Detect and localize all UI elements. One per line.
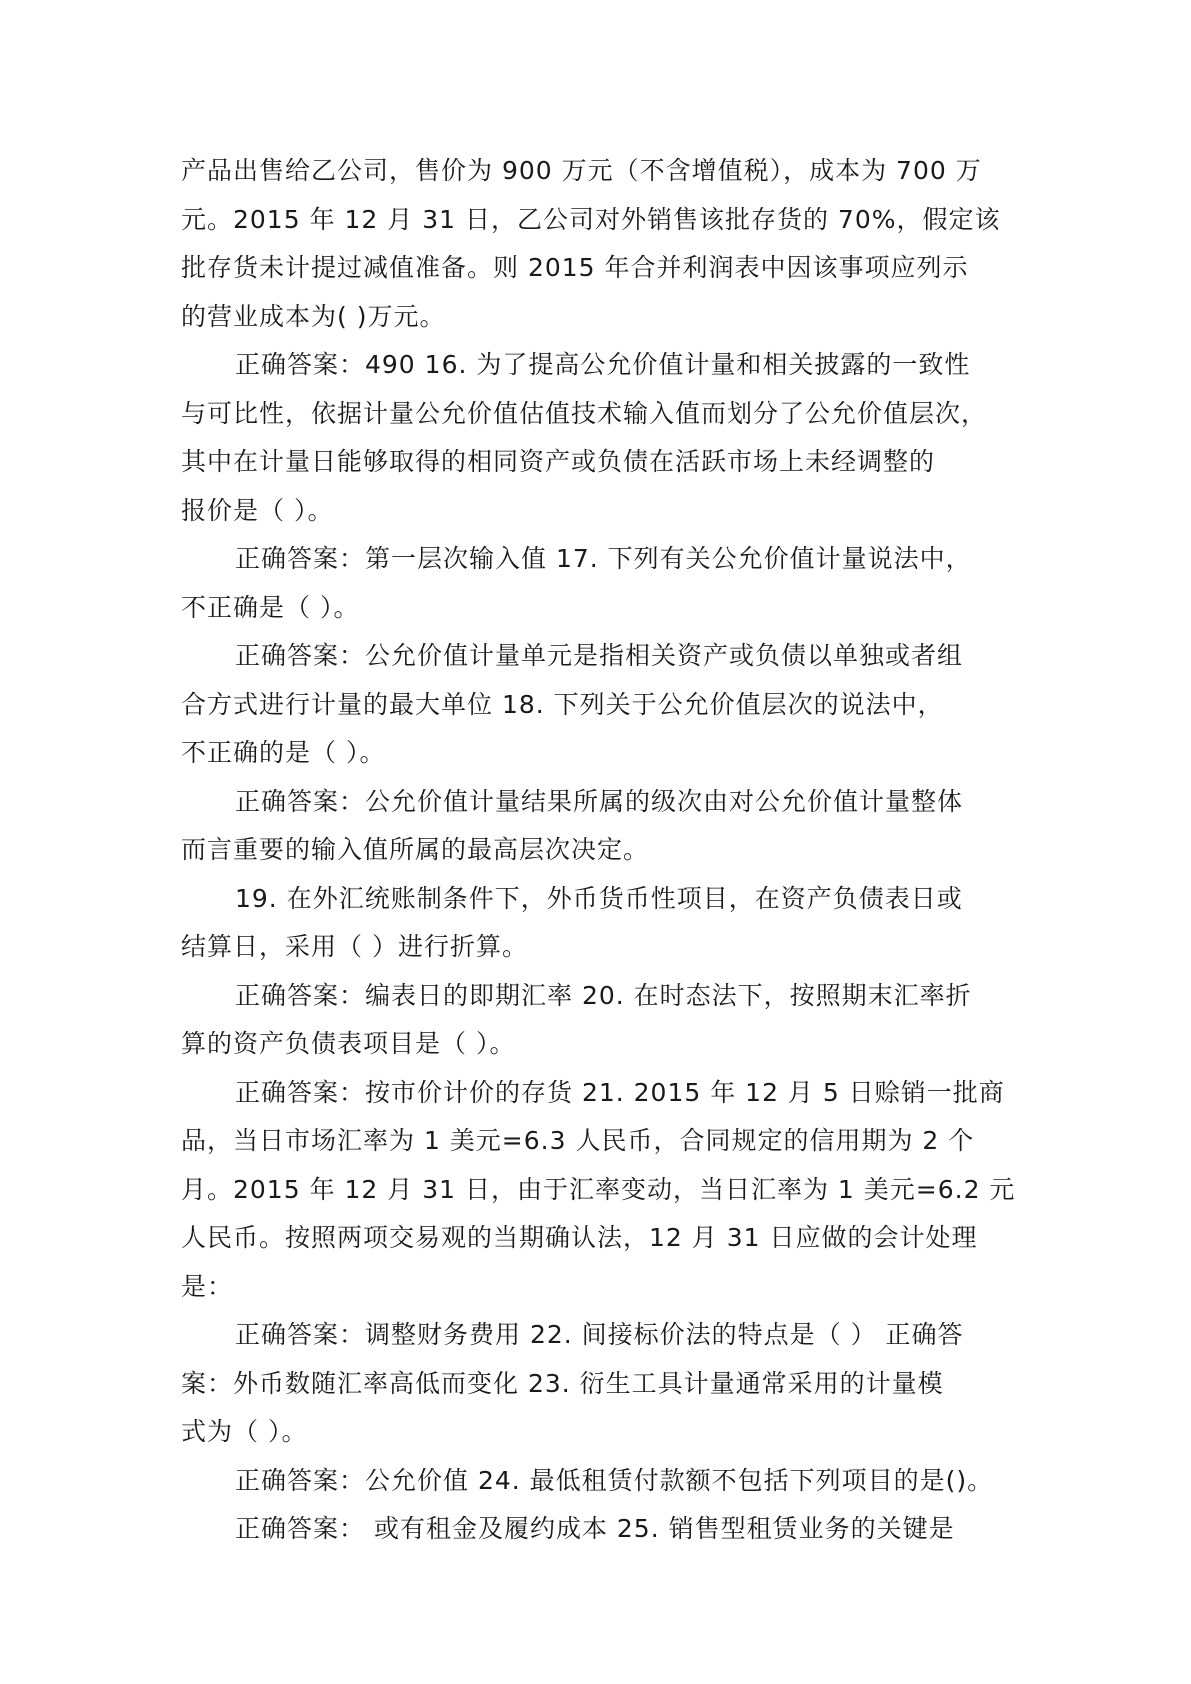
paragraph-answer-19-question-20 (181, 972, 1011, 1069)
text-line: 案：外币数随汇率高低而变化 23. 衍生工具计量通常采用的计量模 (181, 1368, 944, 1398)
text-line: 合方式进行计量的最大单位 18. 下列关于公允价值层次的说法中， (181, 689, 944, 719)
text-line: 正确答案：调整财务费用 22. 间接标价法的特点是（ ） 正确答 (235, 1320, 964, 1349)
text-line: 正确答案：公允价值计量单元是指相关资产或负债以单独或者组 (235, 641, 964, 670)
text-line: 正确答案：公允价值 24. 最低租赁付款额不包括下列项目的是()。 (235, 1465, 994, 1495)
text-line: 批存货未计提过减值准备。则 2015 年合并利润表中因该事项应列示 (181, 253, 969, 282)
text-line: 不正确的是（ ）。 (181, 738, 386, 767)
paragraph-question-19 (181, 875, 1011, 972)
text-line: 报价是（ ）。 (181, 495, 334, 525)
text-line: 的营业成本为( )万元。 (181, 301, 446, 331)
paragraph-answer-21-questions-22-23 (181, 1311, 1011, 1457)
text-line: 不正确是（ ）。 (181, 592, 360, 622)
paragraph-answer-18 (181, 778, 1011, 875)
text-line: 与可比性，依据计量公允价值估值技术输入值而划分了公允价值层次， (181, 398, 988, 428)
text-line: 正确答案：按市价计价的存货 21. 2015 年 12 月 5 日赊销一批商 (235, 1077, 1005, 1107)
text-line: 正确答案：490 16. 为了提高公允价值计量和相关披露的一致性 (235, 350, 971, 379)
paragraph-answer-20-question-21 (181, 1069, 1016, 1312)
text-line: 结算日，采用（ ）进行折算。 (181, 932, 528, 961)
paragraph-answer-15-question-16 (181, 341, 1011, 535)
text-line: 元。2015 年 12 月 31 日，乙公司对外销售该批存货的 70%，假定该 (181, 204, 1001, 234)
text-line: 品，当日市场汇率为 1 美元=6.3 人民币，合同规定的信用期为 2 个 (181, 1126, 975, 1155)
text-line: 正确答案：编表日的即期汇率 20. 在时态法下，按照期末汇率折 (235, 980, 972, 1010)
text-line: 正确答案：公允价值计量结果所属的级次由对公允价值计量整体 (235, 786, 964, 816)
text-line: 人民币。按照两项交易观的当期确认法，12 月 31 日应做的会计处理 (181, 1223, 978, 1252)
paragraph-answer-23-question-24 (181, 1457, 1011, 1506)
text-line: 19. 在外汇统账制条件下，外币货币性项目，在资产负债表日或 (235, 883, 963, 913)
paragraph-answer-17-question-18 (181, 632, 1011, 778)
document-body (181, 147, 1016, 1554)
text-line: 式为（ ）。 (181, 1417, 308, 1446)
text-line: 正确答案：第一层次输入值 17. 下列有关公允价值计量说法中， (235, 544, 972, 573)
paragraph-question-15-continued (181, 147, 1011, 341)
text-line: 月。2015 年 12 月 31 日，由于汇率变动，当日汇率为 1 美元=6.2 元 (181, 1174, 1016, 1204)
text-line: 是： (181, 1271, 234, 1301)
text-line: 其中在计量日能够取得的相同资产或负债在活跃市场上未经调整的 (181, 447, 936, 476)
paragraph-answer-16-question-17 (181, 535, 1011, 632)
text-line: 正确答案： 或有租金及履约成本 25. 销售型租赁业务的关键是 (235, 1514, 955, 1543)
text-line: 算的资产负债表项目是（ ）。 (181, 1029, 516, 1058)
paragraph-answer-24-question-25 (181, 1505, 1011, 1554)
text-line: 产品出售给乙公司，售价为 900 万元（不含增值税），成本为 700 万 (181, 156, 982, 185)
text-line: 而言重要的输入值所属的最高层次决定。 (181, 835, 650, 864)
